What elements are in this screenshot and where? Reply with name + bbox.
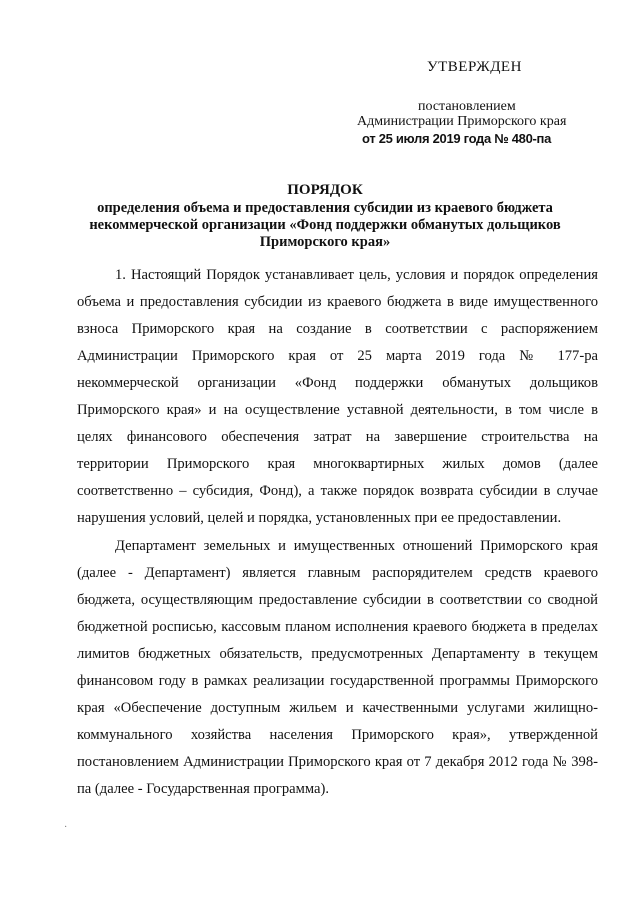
document-subtitle: определения объема и предоставления субсидии из краевого бюджета некоммерческой организации «Фонд поддержки обманутых дольщиков Приморского края» — [89, 200, 561, 250]
decree-line-2: Администрации Приморского края — [357, 114, 567, 129]
document-title-block — [60, 180, 590, 251]
paragraph-1: 1. Настоящий Порядок устанавливает цель, условия и порядок определения объема и предоставления субсидии из краевого бюджета в виде имущественного взноса Приморского края на создание в соответствии с распоряжением Администрации Приморского края от 25 марта 2019 года № 177-ра некоммерческой организации «Фонд поддержки обманутых дольщиков Приморского края» и на осуществление уставной деятельности, в том числе в целях финансового обеспечения затрат на завершение строительства на территории Приморского края многоквартирных жилых домов (далее соответственно – субсидия, Фонд), а также порядок возврата субсидии в случае нарушения условий, целей и порядка, установленных при ее предоставлении. — [77, 267, 598, 526]
decree-date-number: от 25 июля 2019 года № 480-па — [362, 131, 552, 146]
approved-label: УТВЕРЖДЕН — [427, 59, 522, 75]
decree-line-1: постановлением — [418, 99, 516, 114]
margin-dot: · — [64, 822, 68, 833]
document-title: ПОРЯДОК — [287, 182, 363, 198]
paragraph-2: Департамент земельных и имущественных отношений Приморского края (далее - Департамент) является главным распорядителем средств краевого бюджета, осуществляющим предоставление субсидии в соответствии со сводной бюджетной росписью, кассовым планом исполнения краевого бюджета в пределах лимитов бюджетных обязательств, предусмотренных Департаменту в текущем финансовом году в рамках реализации государственной программы Приморского края «Обеспечение доступным жильем и качественными услугами жилищно-коммунального хозяйства населения Приморского края», утвержденной постановлением Администрации Приморского края от 7 декабря 2012 года № 398-па (далее - Государственная программа). — [77, 538, 598, 797]
document-body — [77, 262, 598, 803]
